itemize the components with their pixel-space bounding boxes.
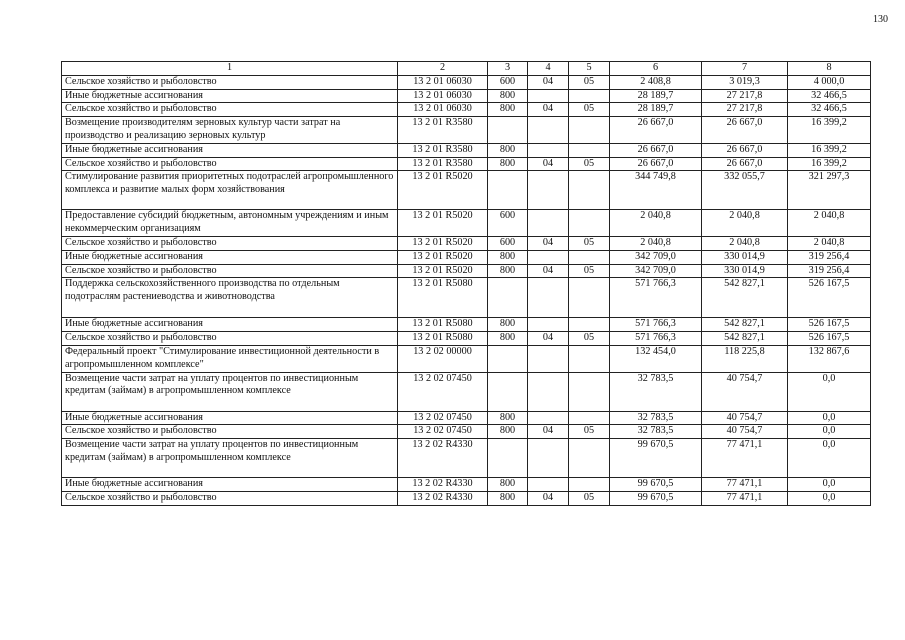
amount-year3-cell: 0,0	[788, 425, 871, 439]
expense-type-cell: 800	[488, 103, 528, 117]
row-name-cell: Поддержка сельскохозяйственного производства по отдельным подотраслям растениеводства и животноводства	[62, 278, 398, 318]
section-cell: 04	[528, 236, 569, 250]
amount-year1-cell: 571 766,3	[610, 318, 702, 332]
amount-year1-cell: 99 670,5	[610, 491, 702, 505]
expense-type-cell	[488, 439, 528, 478]
subsection-cell	[569, 372, 610, 411]
section-cell	[528, 143, 569, 157]
expense-type-cell: 600	[488, 210, 528, 237]
amount-year3-cell: 2 040,8	[788, 236, 871, 250]
section-cell: 04	[528, 332, 569, 346]
amount-year3-cell: 0,0	[788, 411, 871, 425]
amount-year3-cell: 526 167,5	[788, 332, 871, 346]
row-name-cell: Иные бюджетные ассигнования	[62, 250, 398, 264]
expense-type-cell: 800	[488, 425, 528, 439]
table-row	[62, 143, 871, 157]
expense-type-cell: 800	[488, 478, 528, 492]
page-number: 130	[873, 14, 888, 25]
section-cell	[528, 117, 569, 144]
row-name-cell: Сельское хозяйство и рыболовство	[62, 157, 398, 171]
section-cell	[528, 250, 569, 264]
header-cell: 6	[610, 62, 702, 76]
amount-year2-cell: 40 754,7	[702, 425, 788, 439]
section-cell: 04	[528, 491, 569, 505]
subsection-cell: 05	[569, 491, 610, 505]
amount-year1-cell: 28 189,7	[610, 103, 702, 117]
expense-type-cell: 600	[488, 75, 528, 89]
amount-year3-cell: 526 167,5	[788, 318, 871, 332]
amount-year2-cell: 27 217,8	[702, 89, 788, 103]
row-name-cell: Сельское хозяйство и рыболовство	[62, 332, 398, 346]
table-row	[62, 318, 871, 332]
subsection-cell	[569, 89, 610, 103]
row-name-cell: Сельское хозяйство и рыболовство	[62, 425, 398, 439]
amount-year3-cell: 321 297,3	[788, 171, 871, 210]
amount-year1-cell: 26 667,0	[610, 157, 702, 171]
amount-year3-cell: 32 466,5	[788, 103, 871, 117]
row-name-cell: Сельское хозяйство и рыболовство	[62, 75, 398, 89]
target-code-cell: 13 2 01 R3580	[398, 143, 488, 157]
target-code-cell: 13 2 01 R5080	[398, 318, 488, 332]
expense-type-cell	[488, 171, 528, 210]
amount-year1-cell: 32 783,5	[610, 372, 702, 411]
expense-type-cell: 800	[488, 89, 528, 103]
amount-year2-cell: 542 827,1	[702, 332, 788, 346]
target-code-cell: 13 2 02 07450	[398, 425, 488, 439]
amount-year3-cell: 319 256,4	[788, 250, 871, 264]
expense-type-cell	[488, 345, 528, 372]
target-code-cell: 13 2 01 06030	[398, 103, 488, 117]
subsection-cell	[569, 278, 610, 318]
table-row	[62, 89, 871, 103]
amount-year1-cell: 2 040,8	[610, 210, 702, 237]
header-cell: 7	[702, 62, 788, 76]
expense-type-cell	[488, 117, 528, 144]
table-row	[62, 236, 871, 250]
amount-year2-cell: 77 471,1	[702, 491, 788, 505]
target-code-cell: 13 2 02 R4330	[398, 491, 488, 505]
amount-year2-cell: 27 217,8	[702, 103, 788, 117]
amount-year2-cell: 542 827,1	[702, 278, 788, 318]
target-code-cell: 13 2 02 07450	[398, 372, 488, 411]
target-code-cell: 13 2 02 R4330	[398, 439, 488, 478]
header-cell: 1	[62, 62, 398, 76]
table-row	[62, 210, 871, 237]
subsection-cell: 05	[569, 425, 610, 439]
expense-type-cell: 600	[488, 236, 528, 250]
section-cell: 04	[528, 103, 569, 117]
subsection-cell	[569, 171, 610, 210]
amount-year2-cell: 3 019,3	[702, 75, 788, 89]
table-row	[62, 103, 871, 117]
amount-year3-cell: 526 167,5	[788, 278, 871, 318]
subsection-cell	[569, 318, 610, 332]
section-cell	[528, 210, 569, 237]
section-cell	[528, 278, 569, 318]
table-row	[62, 478, 871, 492]
amount-year1-cell: 32 783,5	[610, 411, 702, 425]
amount-year3-cell: 16 399,2	[788, 117, 871, 144]
target-code-cell: 13 2 01 R3580	[398, 117, 488, 144]
section-cell	[528, 411, 569, 425]
amount-year3-cell: 0,0	[788, 478, 871, 492]
amount-year2-cell: 40 754,7	[702, 372, 788, 411]
row-name-cell: Возмещение части затрат на уплату процентов по инвестиционным кредитам (займам) в агропромышленном комплексе	[62, 372, 398, 411]
row-name-cell: Сельское хозяйство и рыболовство	[62, 103, 398, 117]
expense-type-cell: 800	[488, 318, 528, 332]
table-row	[62, 278, 871, 318]
table-row	[62, 411, 871, 425]
row-name-cell: Возмещение производителям зерновых культур части затрат на производство и реализацию зерновых культур	[62, 117, 398, 144]
table-row	[62, 332, 871, 346]
row-name-cell: Иные бюджетные ассигнования	[62, 143, 398, 157]
target-code-cell: 13 2 02 07450	[398, 411, 488, 425]
row-name-cell: Предоставление субсидий бюджетным, автономным учреждениям и иным некоммерческим организациям	[62, 210, 398, 237]
amount-year3-cell: 0,0	[788, 439, 871, 478]
budget-table	[61, 61, 871, 506]
expense-type-cell: 800	[488, 332, 528, 346]
amount-year2-cell: 330 014,9	[702, 250, 788, 264]
row-name-cell: Иные бюджетные ассигнования	[62, 89, 398, 103]
expense-type-cell	[488, 372, 528, 411]
table-row	[62, 425, 871, 439]
amount-year2-cell: 118 225,8	[702, 345, 788, 372]
amount-year1-cell: 26 667,0	[610, 117, 702, 144]
amount-year2-cell: 332 055,7	[702, 171, 788, 210]
amount-year1-cell: 342 709,0	[610, 250, 702, 264]
amount-year1-cell: 28 189,7	[610, 89, 702, 103]
target-code-cell: 13 2 01 R5080	[398, 332, 488, 346]
amount-year3-cell: 0,0	[788, 491, 871, 505]
section-cell	[528, 318, 569, 332]
target-code-cell: 13 2 02 00000	[398, 345, 488, 372]
amount-year1-cell: 2 040,8	[610, 236, 702, 250]
section-cell	[528, 171, 569, 210]
amount-year1-cell: 571 766,3	[610, 278, 702, 318]
row-name-cell: Возмещение части затрат на уплату процентов по инвестиционным кредитам (займам) в агропромышленном комплексе	[62, 439, 398, 478]
expense-type-cell: 800	[488, 264, 528, 278]
row-name-cell: Иные бюджетные ассигнования	[62, 318, 398, 332]
table-row	[62, 157, 871, 171]
section-cell	[528, 439, 569, 478]
target-code-cell: 13 2 01 R5020	[398, 236, 488, 250]
target-code-cell: 13 2 01 R5080	[398, 278, 488, 318]
amount-year3-cell: 0,0	[788, 372, 871, 411]
expense-type-cell: 800	[488, 491, 528, 505]
amount-year2-cell: 77 471,1	[702, 478, 788, 492]
table-row	[62, 439, 871, 478]
subsection-cell: 05	[569, 157, 610, 171]
table-row	[62, 75, 871, 89]
row-name-cell: Иные бюджетные ассигнования	[62, 411, 398, 425]
expense-type-cell: 800	[488, 157, 528, 171]
header-cell: 8	[788, 62, 871, 76]
subsection-cell	[569, 345, 610, 372]
subsection-cell	[569, 117, 610, 144]
section-cell	[528, 372, 569, 411]
amount-year1-cell: 26 667,0	[610, 143, 702, 157]
subsection-cell: 05	[569, 332, 610, 346]
row-name-cell: Иные бюджетные ассигнования	[62, 478, 398, 492]
amount-year2-cell: 2 040,8	[702, 210, 788, 237]
expense-type-cell: 800	[488, 143, 528, 157]
row-name-cell: Стимулирование развития приоритетных подотраслей агропромышленного комплекса и развитие малых форм хозяйствования	[62, 171, 398, 210]
table-row	[62, 171, 871, 210]
row-name-cell: Федеральный проект "Стимулирование инвестиционной деятельности в агропромышленном комплексе"	[62, 345, 398, 372]
subsection-cell: 05	[569, 103, 610, 117]
table-row	[62, 264, 871, 278]
amount-year2-cell: 77 471,1	[702, 439, 788, 478]
amount-year1-cell: 344 749,8	[610, 171, 702, 210]
amount-year3-cell: 319 256,4	[788, 264, 871, 278]
target-code-cell: 13 2 01 06030	[398, 75, 488, 89]
amount-year2-cell: 2 040,8	[702, 236, 788, 250]
amount-year1-cell: 2 408,8	[610, 75, 702, 89]
amount-year2-cell: 26 667,0	[702, 143, 788, 157]
target-code-cell: 13 2 01 R5020	[398, 264, 488, 278]
section-cell	[528, 478, 569, 492]
section-cell: 04	[528, 75, 569, 89]
subsection-cell: 05	[569, 236, 610, 250]
amount-year3-cell: 16 399,2	[788, 143, 871, 157]
row-name-cell: Сельское хозяйство и рыболовство	[62, 491, 398, 505]
amount-year3-cell: 4 000,0	[788, 75, 871, 89]
amount-year2-cell: 40 754,7	[702, 411, 788, 425]
amount-year3-cell: 32 466,5	[788, 89, 871, 103]
amount-year2-cell: 26 667,0	[702, 117, 788, 144]
header-cell: 3	[488, 62, 528, 76]
amount-year1-cell: 99 670,5	[610, 478, 702, 492]
section-cell: 04	[528, 264, 569, 278]
table-row	[62, 250, 871, 264]
header-cell: 4	[528, 62, 569, 76]
subsection-cell: 05	[569, 75, 610, 89]
target-code-cell: 13 2 01 06030	[398, 89, 488, 103]
amount-year1-cell: 32 783,5	[610, 425, 702, 439]
subsection-cell	[569, 143, 610, 157]
target-code-cell: 13 2 01 R5020	[398, 210, 488, 237]
header-cell: 2	[398, 62, 488, 76]
expense-type-cell: 800	[488, 250, 528, 264]
amount-year2-cell: 26 667,0	[702, 157, 788, 171]
table-row	[62, 117, 871, 144]
subsection-cell	[569, 411, 610, 425]
expense-type-cell: 800	[488, 411, 528, 425]
expense-type-cell	[488, 278, 528, 318]
table-row	[62, 491, 871, 505]
target-code-cell: 13 2 01 R3580	[398, 157, 488, 171]
section-cell	[528, 345, 569, 372]
table-header-row	[62, 62, 871, 76]
table-row	[62, 345, 871, 372]
subsection-cell: 05	[569, 264, 610, 278]
table-row	[62, 372, 871, 411]
target-code-cell: 13 2 01 R5020	[398, 171, 488, 210]
subsection-cell	[569, 210, 610, 237]
amount-year1-cell: 99 670,5	[610, 439, 702, 478]
amount-year1-cell: 342 709,0	[610, 264, 702, 278]
subsection-cell	[569, 250, 610, 264]
section-cell: 04	[528, 425, 569, 439]
subsection-cell	[569, 439, 610, 478]
amount-year2-cell: 330 014,9	[702, 264, 788, 278]
amount-year3-cell: 132 867,6	[788, 345, 871, 372]
amount-year1-cell: 132 454,0	[610, 345, 702, 372]
section-cell	[528, 89, 569, 103]
target-code-cell: 13 2 02 R4330	[398, 478, 488, 492]
row-name-cell: Сельское хозяйство и рыболовство	[62, 264, 398, 278]
section-cell: 04	[528, 157, 569, 171]
target-code-cell: 13 2 01 R5020	[398, 250, 488, 264]
amount-year2-cell: 542 827,1	[702, 318, 788, 332]
header-cell: 5	[569, 62, 610, 76]
subsection-cell	[569, 478, 610, 492]
row-name-cell: Сельское хозяйство и рыболовство	[62, 236, 398, 250]
amount-year3-cell: 16 399,2	[788, 157, 871, 171]
amount-year3-cell: 2 040,8	[788, 210, 871, 237]
amount-year1-cell: 571 766,3	[610, 332, 702, 346]
